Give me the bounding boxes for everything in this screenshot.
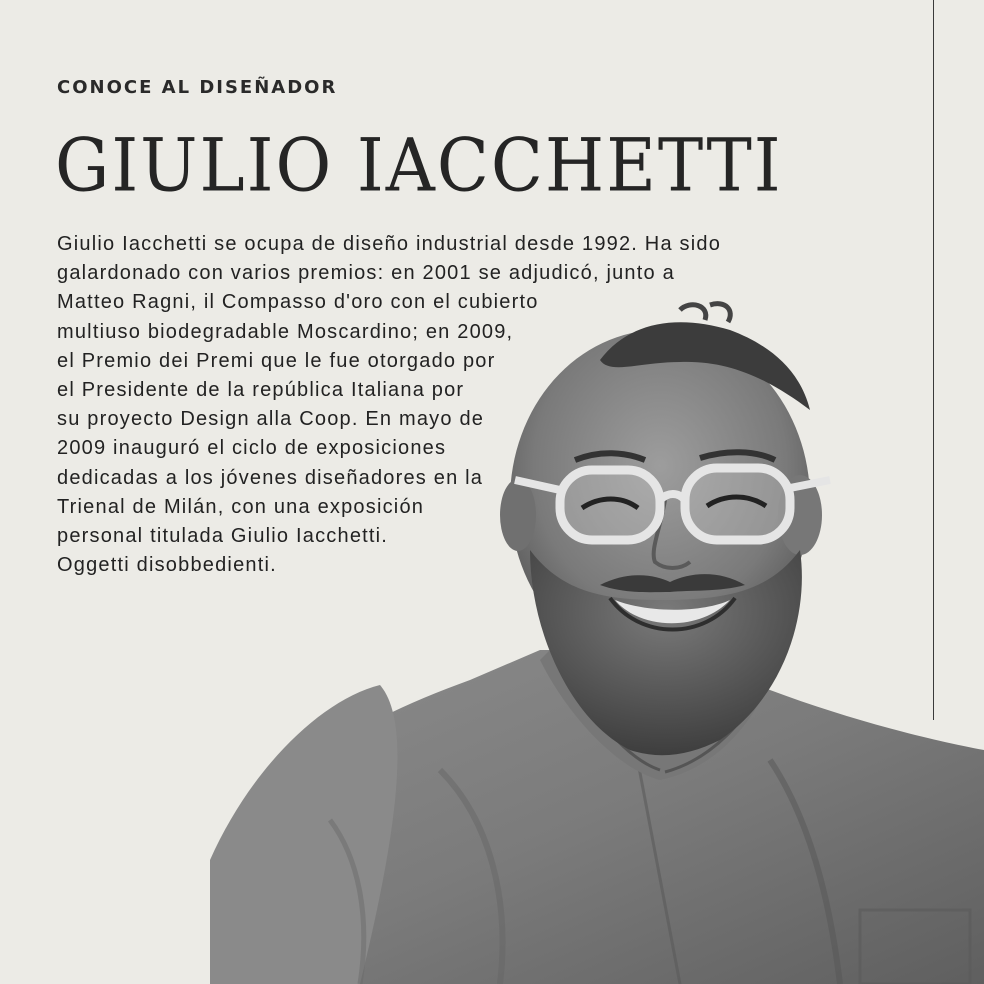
bio-line: dedicadas a los jóvenes diseñadores en la	[57, 466, 484, 489]
bio-line: Oggetti disobbedienti.	[57, 554, 277, 577]
section-eyebrow: CONOCE AL DISEÑADOR	[57, 77, 338, 98]
bio-line: el Premio dei Premi que le fue otorgado por	[57, 349, 496, 372]
bio-line: 2009 inauguró el ciclo de exposiciones	[57, 437, 447, 460]
designer-name-title: GIULIO IACCHETTI	[55, 123, 783, 209]
bio-line: Matteo Ragni, il Compasso d'oro con el cubierto	[57, 291, 539, 314]
bio-line: galardonado con varios premios: en 2001 se adjudicó, junto a	[57, 262, 675, 285]
bio-line: Giulio Iacchetti se ocupa de diseño industrial desde 1992. Ha sido	[57, 233, 722, 255]
bio-line: personal titulada Giulio Iacchetti.	[57, 524, 389, 547]
bio-line: su proyecto Design alla Coop. En mayo de	[57, 408, 485, 431]
bio-line: multiuso biodegradable Moscardino; en 2009,	[57, 320, 514, 343]
designer-bio	[57, 230, 877, 580]
bio-line: el Presidente de la república Italiana por	[57, 378, 465, 401]
bio-line: Trienal de Milán, con una exposición	[57, 495, 425, 518]
